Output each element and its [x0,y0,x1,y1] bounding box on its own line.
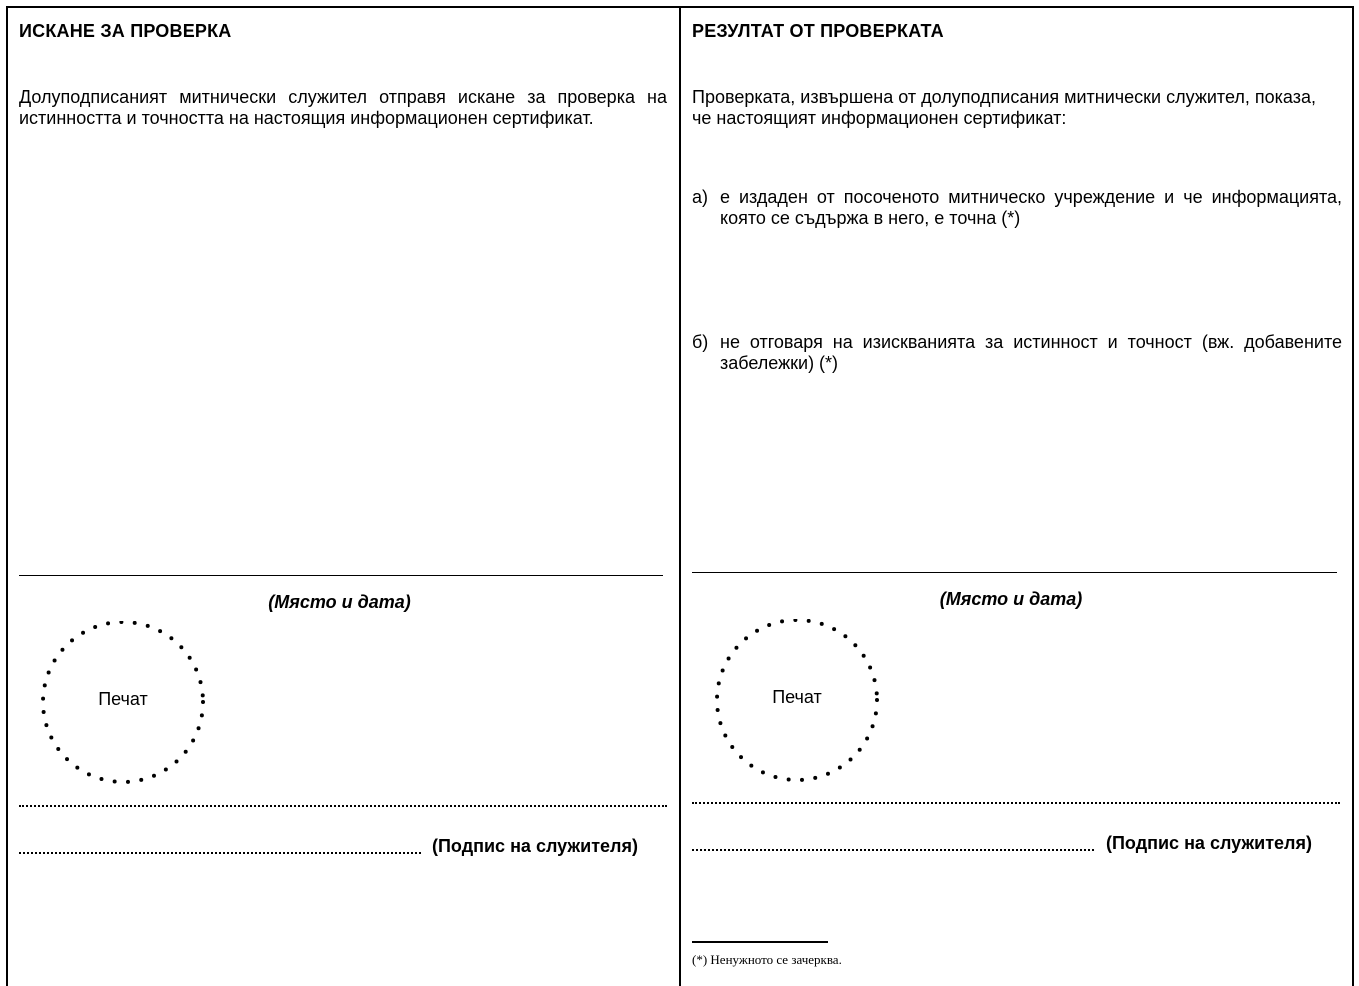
signature-dotted-line [692,802,1340,804]
signature-dotted-line [19,805,667,807]
stamp-area [38,621,208,791]
option-b [692,332,1342,374]
column-divider [679,6,681,986]
footnote-rule [692,941,828,943]
verification-result-text: Проверката, извършена от долуподписания митнически служител, показа, че настоящият информационен сертификат: [692,87,1316,128]
option-b-marker: б) [692,332,709,352]
option-a [692,187,1342,229]
signature-label: (Подпис на служителя) [1106,833,1312,853]
stamp-area [712,619,882,789]
verification-request-heading: ИСКАНЕ ЗА ПРОВЕРКА [19,21,232,41]
stamp-label: Печат [98,689,148,709]
option-a-marker: а) [692,187,709,207]
place-date-line [19,575,663,576]
place-date-label: (Място и дата) [268,592,411,612]
place-date-line [692,572,1337,573]
verification-result-heading: РЕЗУЛТАТ ОТ ПРОВЕРКАТА [692,21,944,41]
option-a-text: е издаден от посоченото митническо учреждение и че информацията, която се съдържа в него, е точна (*) [720,187,1342,228]
option-b-text: не отговаря на изискванията за истинност и точност (вж. добавените забележки) (*) [720,332,1342,373]
signature-dotted-line-short [692,849,1094,851]
stamp-label: Печат [772,687,822,707]
signature-dotted-line-short [19,852,421,854]
verification-request-text: Долуподписаният митнически служител отправя искане за проверка на истинността и точността на настоящия информационен сертификат. [19,87,667,128]
footnote: (*) Ненужното се зачерква. [692,952,842,967]
place-date-label: (Място и дата) [939,589,1083,609]
signature-label: (Подпис на служителя) [432,836,638,856]
